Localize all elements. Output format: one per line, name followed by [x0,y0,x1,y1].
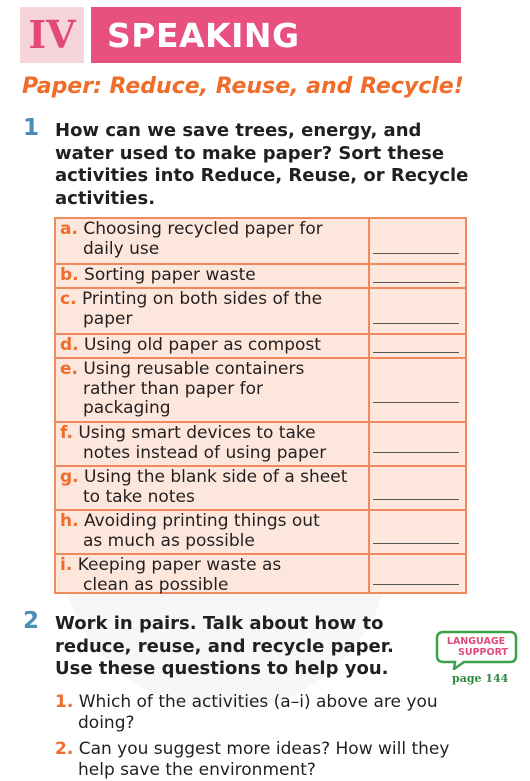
activities-table [54,217,467,594]
question-1-line: activities into Reduce, Reuse, or Recycle [55,165,469,186]
question-2-text [55,613,394,681]
answer-blank[interactable] [373,584,459,585]
question-2-line: Work in pairs. Talk about how to [55,613,384,634]
activity-cell [56,555,370,595]
section-title-bar [91,7,461,63]
table-row [56,423,465,467]
table-row [56,555,465,595]
sub-question-1 [55,692,438,734]
activity-text: Printing on both sides of the [81,289,323,309]
answer-blank[interactable] [373,323,459,324]
sub-question-text: Can you suggest more ideas? How will they [78,739,450,759]
activity-text: Sorting paper waste [84,265,256,285]
table-row [56,335,465,359]
activity-letter: g. [60,467,79,487]
section-header [20,7,461,63]
answer-blank[interactable] [373,452,459,453]
activity-text: clean as possible [83,574,229,595]
activity-cell [56,265,370,287]
table-row [56,289,465,335]
section-title: SPEAKING [107,16,300,55]
activity-text: daily use [83,238,160,259]
activity-text: notes instead of using paper [83,442,327,463]
activity-letter: h. [60,511,79,531]
question-2-line: Use these questions to help you. [55,658,389,679]
activity-letter: d. [60,335,79,355]
activity-text: Keeping paper waste as [77,555,282,575]
activity-text: Using the blank side of a sheet [84,467,348,487]
answer-blank[interactable] [373,402,459,403]
activity-letter: c. [60,289,77,309]
answer-blank[interactable] [373,352,459,353]
question-2-number: 2 [23,608,40,634]
page-reference[interactable]: page 144 [452,672,509,685]
activity-letter: f. [60,423,73,443]
activity-text: Choosing recycled paper for [83,219,323,239]
sub-question-number: 2. [55,739,74,759]
table-row [56,511,465,555]
lesson-subtitle: Paper: Reduce, Reuse, and Recycle! [22,74,464,99]
table-row [56,265,465,289]
question-1-text [55,120,468,210]
sub-question-text: help save the environment? [78,760,316,780]
table-row [56,219,465,265]
question-1-number: 1 [23,115,40,141]
activity-letter: e. [60,359,78,379]
table-row [56,359,465,423]
badge-line-2: SUPPORT [458,647,508,658]
answer-blank[interactable] [373,499,459,500]
activity-text: Using smart devices to take [78,423,316,443]
question-1-line: activities. [55,187,156,209]
answer-blank[interactable] [373,282,459,283]
activity-cell [56,423,370,465]
activity-cell [56,219,370,263]
activity-text: paper [83,308,133,329]
answer-blank[interactable] [373,253,459,254]
sub-question-text: doing? [78,713,135,733]
language-support-badge[interactable] [434,630,518,670]
activity-text: Avoiding printing things out [83,511,320,531]
question-1-line: water used to make paper? Sort these [55,142,445,164]
activity-text: rather than paper for [83,378,263,399]
activity-text: packaging [83,398,171,418]
activity-cell [56,511,370,553]
activity-letter: a. [60,219,78,239]
question-1-line: How can we save trees, energy, and [55,120,422,141]
sub-question-text: Which of the activities (a–i) above are you [78,692,438,712]
sub-question-number: 1. [55,692,74,712]
table-row [56,467,465,511]
activity-text: Using reusable containers [83,359,305,379]
section-number: IV [20,7,84,63]
activity-letter: b. [60,265,79,285]
badge-line-1: LANGUAGE [446,636,506,647]
activity-cell [56,359,370,421]
activity-cell [56,289,370,333]
activity-cell [56,467,370,509]
sub-question-2 [55,739,449,781]
question-2-line: reduce, reuse, and recycle paper. [55,635,394,657]
activity-text: as much as possible [83,530,255,551]
activity-text: Using old paper as compost [84,335,321,355]
activity-text: to take notes [83,486,195,507]
activity-letter: i. [60,555,73,575]
activity-cell [56,335,370,357]
answer-blank[interactable] [373,543,459,544]
